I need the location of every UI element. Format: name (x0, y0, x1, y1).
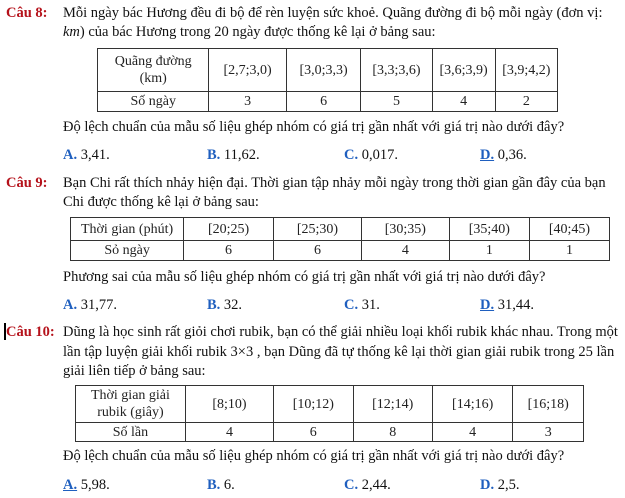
table-cell: 1 (449, 241, 529, 261)
option-letter: C. (344, 297, 359, 313)
table-row (98, 92, 558, 112)
option-value: 32. (220, 297, 243, 313)
table-column-header: [40;45) (529, 218, 609, 241)
question-text-line2: Chi được thống kê lại ở bảng sau: (63, 194, 259, 210)
table-cell: 4 (432, 92, 495, 112)
table-column-header: [14;16) (432, 386, 512, 423)
table-cell: 1 (529, 241, 609, 261)
table-row-label: Số ngày (98, 92, 209, 112)
table-row-label: Sỏ ngày (71, 241, 184, 261)
option-value: 3,41. (77, 147, 110, 163)
option-letter-correct: D. (480, 297, 495, 313)
option-value: 11,62. (220, 147, 260, 163)
option-d[interactable] (480, 146, 527, 164)
option-d[interactable] (480, 476, 519, 494)
option-a[interactable] (63, 146, 110, 164)
table-header-label: Quãng đường (km) (98, 49, 209, 92)
question-prompt: Độ lệch chuẩn của mẫu số liệu ghép nhóm có giá trị gần nhất với giá trị nào dưới đây? (63, 448, 565, 464)
option-c[interactable] (344, 146, 398, 164)
table-column-header: [30;35) (361, 218, 449, 241)
option-c[interactable] (344, 296, 380, 314)
table-cell: 5 (361, 92, 432, 112)
question-label: Câu 10: (6, 324, 55, 340)
option-letter-correct: A. (63, 477, 78, 493)
question-prompt: Phương sai của mẫu số liệu ghép nhóm có giá trị gần nhất với giá trị nào dưới đây? (63, 269, 546, 285)
option-a[interactable] (63, 476, 110, 494)
table-column-header: [35;40) (449, 218, 529, 241)
option-c[interactable] (344, 476, 391, 494)
table-column-header: [20;25) (184, 218, 274, 241)
table-cell: 2 (495, 92, 557, 112)
option-value: 31,77. (77, 297, 117, 313)
table-row-label: Số lần (76, 423, 186, 442)
table-column-header: [25;30) (273, 218, 361, 241)
option-letter: B. (207, 297, 221, 313)
option-letter: B. (207, 147, 221, 163)
table-column-header: [2,7;3,0) (209, 49, 286, 92)
option-letter: C. (344, 477, 359, 493)
table-cell: 6 (286, 92, 361, 112)
question-text: Bạn Chi rất thích nhảy hiện đại. Thời gian tập nhảy mỗi ngày trong thời gian gần đây của bạn (63, 175, 606, 191)
table-cell: 4 (361, 241, 449, 261)
option-letter-correct: D. (480, 147, 495, 163)
question-text: Mỗi ngày bác Hương đều đi bộ để rèn luyện sức khoẻ. Quãng đường đi bộ mỗi ngày (đơn vị: (63, 5, 603, 21)
option-value: 31. (358, 297, 380, 313)
option-letter: D. (480, 477, 495, 493)
question-label: Câu 9: (6, 175, 48, 191)
option-value: 5,98. (77, 477, 110, 493)
table-cell: 6 (274, 423, 353, 442)
option-b[interactable] (207, 476, 235, 494)
question-text-line2 (63, 23, 436, 41)
question-label: Câu 8: (6, 5, 48, 21)
option-letter: A. (63, 147, 78, 163)
table-cell: 6 (184, 241, 274, 261)
data-table (75, 385, 584, 442)
option-value: 0,017. (358, 147, 398, 163)
question-text: Dũng là học sinh rất giỏi chơi rubik, bạn có thể giải nhiều loại khối rubik khác nhau. Trong một (63, 324, 618, 340)
option-b[interactable] (207, 296, 242, 314)
question-text-line3: giải liên tiếp ở bảng sau: (63, 363, 206, 379)
question-text-rest: ) của bác Hương trong 20 ngày được thống kê lại ở bảng sau: (79, 24, 436, 40)
option-a[interactable] (63, 296, 117, 314)
table-column-header: [3,6;3,9) (432, 49, 495, 92)
question-text-line2: lần tập luyện giải khối rubik 3×3 , bạn Dũng đã tự thống kê lại thời gian giải rubik trong 25 lần (63, 344, 615, 360)
table-column-header: [16;18) (513, 386, 584, 423)
table-column-header: [3,0;3,3) (286, 49, 361, 92)
table-cell: 8 (353, 423, 432, 442)
table-column-header: [12;14) (353, 386, 432, 423)
option-value: 2,5. (494, 477, 520, 493)
table-cell: 3 (513, 423, 584, 442)
table-header-label: Thời gian (phút) (71, 218, 184, 241)
table-column-header: [10;12) (274, 386, 353, 423)
table-column-header: [3,3;3,6) (361, 49, 432, 92)
question-prompt: Độ lệch chuẩn của mẫu số liệu ghép nhóm có giá trị gần nhất với giá trị nào dưới đây? (63, 119, 565, 135)
table-row (71, 241, 610, 261)
table-cell: 3 (209, 92, 286, 112)
option-d[interactable] (480, 296, 534, 314)
unit-text: km (63, 24, 80, 40)
table-row (76, 423, 584, 442)
table-cell: 4 (432, 423, 512, 442)
option-letter: B. (207, 477, 221, 493)
table-cell: 4 (185, 423, 273, 442)
table-cell: 6 (273, 241, 361, 261)
table-column-header: [8;10) (185, 386, 273, 423)
option-letter: A. (63, 297, 78, 313)
data-table (97, 48, 558, 112)
option-letter: C. (344, 147, 359, 163)
option-value: 31,44. (494, 297, 534, 313)
option-value: 2,44. (358, 477, 391, 493)
table-column-header: [3,9;4,2) (495, 49, 557, 92)
table-header-label: Thời gian giải rubik (giây) (76, 386, 186, 423)
data-table (70, 217, 610, 261)
option-value: 0,36. (494, 147, 527, 163)
option-b[interactable] (207, 146, 260, 164)
option-value: 6. (220, 477, 235, 493)
